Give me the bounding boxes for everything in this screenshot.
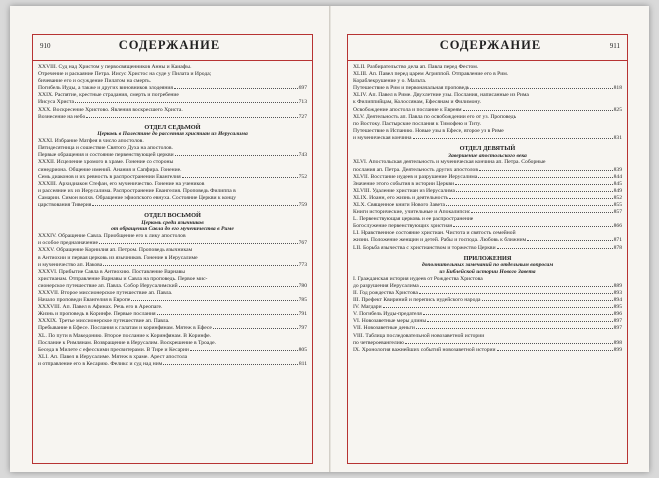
toc-content [353,64,622,354]
dot-leader [416,328,613,329]
toc-entry-text: XXXVIII. Ап. Павел в Афинах. Речь его в Ареопаге. [38,304,163,311]
toc-page-number: 797 [298,325,307,332]
toc-entry [353,195,622,202]
toc-entry-text: Освобождение апостола и послание к Евреям [353,106,462,113]
toc-entry [353,297,622,304]
toc-page-number: 818 [613,85,622,92]
toc-entry-text: Семь диаконов и их ревность в распространении Евангелия [38,173,181,180]
toc-entry-text: LII. Борьба язычества с христианством и торжество Церкви [353,244,496,251]
toc-entry [38,262,307,269]
toc-entry-text: XLVI. Апостольская деятельность и мученическая кончина ап. Петра. Соборные [353,159,546,166]
toc-page-number: 857 [613,209,622,216]
page-header [10,36,329,58]
toc-entry [38,361,307,368]
toc-entry-text: Послание к Римлянам. Возвращение в Иерусалим. Воскрешение в Троаде. [38,339,216,346]
dot-leader [470,88,612,89]
toc-page-number: 855 [613,201,622,208]
open-book [10,6,649,472]
toc-entry [353,290,622,297]
toc-entry [353,202,622,209]
toc-entry-text: и мученичество ап. Иакова [38,261,103,268]
toc-entry-text: Отречение и раскаяние Петра. Иисус Христос на суде у Пилата и Ирода; [38,71,212,78]
toc-page-number: 894 [613,297,622,304]
dot-leader [482,300,613,301]
toc-entry-text: Пребывание в Ефесе. Послания к галатам и коринфянам. Мятеж в Ефесе [38,325,212,332]
toc-entry-text: Книги исторические, учительные и Апокалипсис [353,209,471,216]
toc-page-number: 899 [613,346,622,353]
toc-page-number: 889 [613,282,622,289]
toc-entry-text: царствования Тиверия [38,201,92,208]
dot-leader [383,307,613,308]
toc-entry-text: XXXIX. Третье миссионерское путешествие ап. Павла. [38,318,170,325]
toc-entry-text: Начало проповеди Евангелия в Европе [38,297,131,304]
section-subtitle: Церковь в Палестине до рассеяния христиан из Иерусалима [97,131,248,138]
toc-entry-text: XLVII. Восстание иудеев и разрушение Иерусалима [353,173,478,180]
toc-entry [353,188,622,195]
toc-content [38,64,307,368]
toc-entry [353,283,622,290]
toc-page-number: 780 [298,282,307,289]
section-title: ОТДЕЛ ВОСЬМОЙ [144,212,201,220]
header-rule [347,60,628,61]
dot-leader [163,364,298,365]
toc-entry-text: XLIII. Ап. Павел перед царем Агриппой. Отправление его в Рим. [353,71,509,78]
toc-entry-text: XLX. Священное книги Нового Завета [353,201,446,208]
section-subtitle: Завершение апостольского века [448,152,527,159]
toc-entry-text: Беседа в Милете с ефесскими пресвитерами. В Тире и Кесарии [38,346,189,353]
page-number: 911 [609,42,620,50]
toc-entry-text: Жизнь и проповедь в Коринфе. Первые послания [38,311,156,318]
dot-leader [471,212,612,213]
dot-leader [449,198,613,199]
toc-entry-text: XLII. Разбирательство дела ап. Павла перед Фестом. [353,64,479,70]
toc-entry [353,340,622,347]
toc-entry-text: Пятидесятница и сошествие Святого Духа на апостолов. [38,145,173,152]
toc-entry-text: Иисуса Христа [38,99,74,106]
toc-page-number: 852 [613,194,622,201]
toc-entry-text: V. Погибель Иуды-предателя [353,311,422,318]
dot-leader [157,314,298,315]
toc-page-number: 895 [613,304,622,311]
toc-entry [38,174,307,181]
toc-entry-text: и особое предназначение [38,240,98,247]
toc-entry-text: жизни. Положение женщин и детей. Рабы и господа. Любовь к ближним [353,237,527,244]
dot-leader [446,205,613,206]
toc-entry [353,181,622,188]
toc-entry [353,107,622,114]
toc-block [38,64,307,121]
toc-entry-text: послания ап. Петра. Деятельность других апостолов [353,166,478,173]
toc-entry [353,318,622,325]
toc-entry-text: и отправление его в Кесарию. Феликс и суд над ним [38,360,163,367]
toc-entry [353,311,622,318]
toc-page-number: 844 [613,173,622,180]
toc-page-number: 897 [613,325,622,332]
toc-entry-text: XXXIV. Обращение Савла. Приобщение его к лику апостолов [38,233,186,240]
toc-entry-text: синедриона. Общение имений. Анания и Сапфира. Гонение. [38,166,182,173]
toc-page-number: 759 [298,201,307,208]
toc-page-number: 811 [298,360,307,367]
toc-page-number: 866 [613,223,622,230]
section-subtitle: от обращения Савла до его мученичества в Риме [111,226,234,233]
toc-page-number: 845 [613,180,622,187]
toc-entry [38,85,307,92]
toc-entry-text: к Филиппийцам, Колоссянам, Ефесянам и Филимону. [353,99,482,106]
dot-leader [103,265,297,266]
toc-page-number: 839 [613,166,622,173]
toc-entry-text: LI. Нравственное состояние христиан. Чистота и святость семейной [353,230,516,237]
dot-leader [190,350,298,351]
page-title: СОДЕРЖАНИЕ [118,38,221,52]
toc-entry-text: Первые обращения и состояние первенствующей церкви [38,152,174,159]
header-rule [32,60,313,61]
toc-page-number: 849 [613,187,622,194]
toc-page-number: 791 [298,311,307,318]
toc-entry-text: бичевание его и осуждение Пилатом на смерть. [38,78,152,85]
toc-entry-text: XXXIII. Архидиакон Стефан, его мученичество. Гонение на учеников [38,180,205,187]
toc-entry [38,325,307,332]
toc-page-number: 713 [298,99,307,106]
toc-entry [38,202,307,209]
toc-entry-text: и мученическая кончина [353,134,412,141]
toc-entry [353,209,622,216]
toc-entry-text: Самарии. Симон волхв. Обращение эфиопского евнуха. Состояние Церкви к концу [38,194,237,201]
section-subtitle: Церковь среди язычников [141,219,204,226]
toc-entry-text: XXVIII. Суд над Христом у первосвященников Анны и Каиафы. [38,64,192,70]
dot-leader [456,191,613,192]
toc-entry-text: IV. Магдари [353,304,382,311]
left-page [10,6,329,472]
toc-entry-text: Значение этого события в истории Церкви [353,180,454,187]
toc-entry-text: XXIX. Распятие, крестные страдания, смерть и погребение [38,92,179,99]
toc-entry [38,114,307,121]
toc-entry-text: до разрушения Иерусалима [353,282,419,289]
section-title: ПРИЛОЖЕНИЯ [463,254,512,262]
toc-page-number: 697 [298,85,307,92]
toc-entry-text: VIII. Таблица последовательной новозаветной истории [353,332,485,339]
toc-entry [38,347,307,354]
dot-leader [478,177,612,178]
dot-leader [174,88,298,89]
toc-entry-text: XLV. Деятельность ап. Павла по освобождении его от уз. Проповедь [353,113,517,120]
dot-leader [86,117,297,118]
dot-leader [453,226,612,227]
toc-page-number: 896 [613,311,622,318]
toc-entry-text: сионерское путешествие ап. Павла. Собор Иерусалимский [38,282,178,289]
toc-entry-text: Кораблекрушение у о. Мальта. [353,78,427,85]
dot-leader [479,170,613,171]
dot-leader [99,243,298,244]
toc-entry-text: III. Префект Квириний и перепись иудейского народа [353,297,481,304]
toc-block [353,159,622,251]
toc-entry-text: XXXVI. Прибытие Савла в Антиохию. Поставление Варнавы [38,268,186,275]
toc-entry-text: XLVIII. Удаление христиан из Иерусалима [353,187,455,194]
dot-leader [75,102,298,103]
toc-entry-text: I. Гражданская история иудеев от Рождества Христова [353,275,483,282]
toc-entry-text: XXXII. Исцеление хромого в храме. Гонение со стороны [38,159,174,166]
toc-entry [353,245,622,252]
dot-leader [175,155,298,156]
dot-leader [527,240,612,241]
toc-entry-text: Путешествие в Рим и первоначальная проповедь [353,85,470,92]
toc-entry [38,99,307,106]
toc-entry-text: VI. Новозаветные меры длины [353,318,427,325]
toc-entry-text: Богослужение первенствующих христиан [353,223,453,230]
toc-entry-text: XXX. Воскресение Христово. Явления воскресшего Христа. [38,106,183,113]
toc-block [353,64,622,142]
dot-leader [92,205,297,206]
toc-entry-text: XXXVII. Второе миссионерское путешествие ап. Павла. [38,290,173,297]
dot-leader [213,328,298,329]
toc-page-number: 871 [613,237,622,244]
section-subtitle: из Библейской истории Нового Завета [439,269,536,276]
page-header [331,36,650,58]
dot-leader [497,248,613,249]
toc-entry [38,297,307,304]
toc-entry-text: L. Первенствующая церковь и ее распространение [353,216,474,223]
toc-entry-text: XXXV. Обращение Корнилия ап. Петром. Проповедь язычникам [38,247,193,254]
dot-leader [419,293,613,294]
section-title: ОТДЕЛ ДЕВЯТЫЙ [459,145,516,153]
section-title: ОТДЕЛ СЕДЬМОЙ [144,123,201,131]
dot-leader [413,138,613,139]
dot-leader [420,286,613,287]
toc-entry-text: Путешествие в Испанию. Новые узы в Ефесе, второе уз в Риме [353,127,504,134]
toc-entry-text: по Востоку. Пастырские послания к Тимофею и Титу. [353,120,481,127]
toc-entry [353,174,622,181]
toc-entry [38,311,307,318]
toc-entry-text: XLI. Ап. Павел в Иерусалиме. Мятеж в храме. Арест апостола [38,353,188,360]
toc-entry-text: и рассеяние их из Иерусалима. Распространение Евангелия. Проповедь Филиппа в [38,187,236,194]
dot-leader [463,110,613,111]
toc-entry [38,283,307,290]
toc-entry-text: XXXI. Избрание Матфея в число апостолов. [38,138,144,145]
toc-entry-text: XL. По пути в Македонию. Второе послание к Коринфянам. В Коринфе. [38,332,211,339]
page-number: 910 [40,42,51,50]
toc-entry [38,240,307,247]
toc-page-number: 752 [298,173,307,180]
toc-entry-text: IX. Хронология важнейших событий новозаветной истории [353,346,496,353]
toc-page-number: 727 [298,113,307,120]
toc-page-number: 898 [613,339,622,346]
toc-entry-text: VII. Новозаветные деньги [353,325,415,332]
toc-entry [38,152,307,159]
section-subtitle: дополнительных замечаний по отдельным вопросам [421,262,554,269]
toc-page-number: 878 [613,244,622,251]
toc-entry [353,223,622,230]
toc-block [38,138,307,209]
toc-block [353,276,622,354]
toc-page-number: 893 [613,290,622,297]
toc-page-number: 825 [613,106,622,113]
dot-leader [423,314,613,315]
toc-page-number: 773 [298,261,307,268]
dot-leader [427,321,612,322]
dot-leader [131,300,297,301]
toc-entry-text: в Антиохии и первая церковь из язычников. Гонение в Иерусалиме [38,254,198,261]
toc-entry [353,304,622,311]
toc-entry [353,237,622,244]
toc-entry [353,325,622,332]
toc-entry-text: христианам. Отправление Варнавы и Савла на проповедь. Первое мис- [38,275,208,282]
toc-entry [353,135,622,142]
toc-entry-text: по четвероевангелию [353,339,404,346]
dot-leader [497,350,613,351]
toc-block [38,233,307,368]
toc-entry [353,167,622,174]
toc-entry-text: II. Год рождества Христова [353,290,418,297]
toc-entry [353,347,622,354]
dot-leader [182,177,298,178]
dot-leader [179,286,298,287]
toc-entry-text: Погибель Иуды, а также и других виновников злодеяния [38,85,173,92]
dot-leader [405,343,613,344]
toc-entry-text: XLIV. Ап. Павел в Риме. Двухлетние узы. Послания, написанные из Рима [353,92,529,99]
toc-page-number: 831 [613,134,622,141]
right-page [331,6,650,472]
toc-entry-text: Вознесение на небо [38,113,86,120]
toc-page-number: 805 [298,346,307,353]
toc-entry [353,85,622,92]
toc-entry-text: XLIX. Иоанн, его жизнь и деятельность [353,194,449,201]
toc-page-number: 897 [613,318,622,325]
toc-page-number: 785 [298,297,307,304]
dot-leader [455,184,613,185]
toc-page-number: 743 [298,152,307,159]
toc-page-number: 767 [298,240,307,247]
page-title: СОДЕРЖАНИЕ [439,38,542,52]
